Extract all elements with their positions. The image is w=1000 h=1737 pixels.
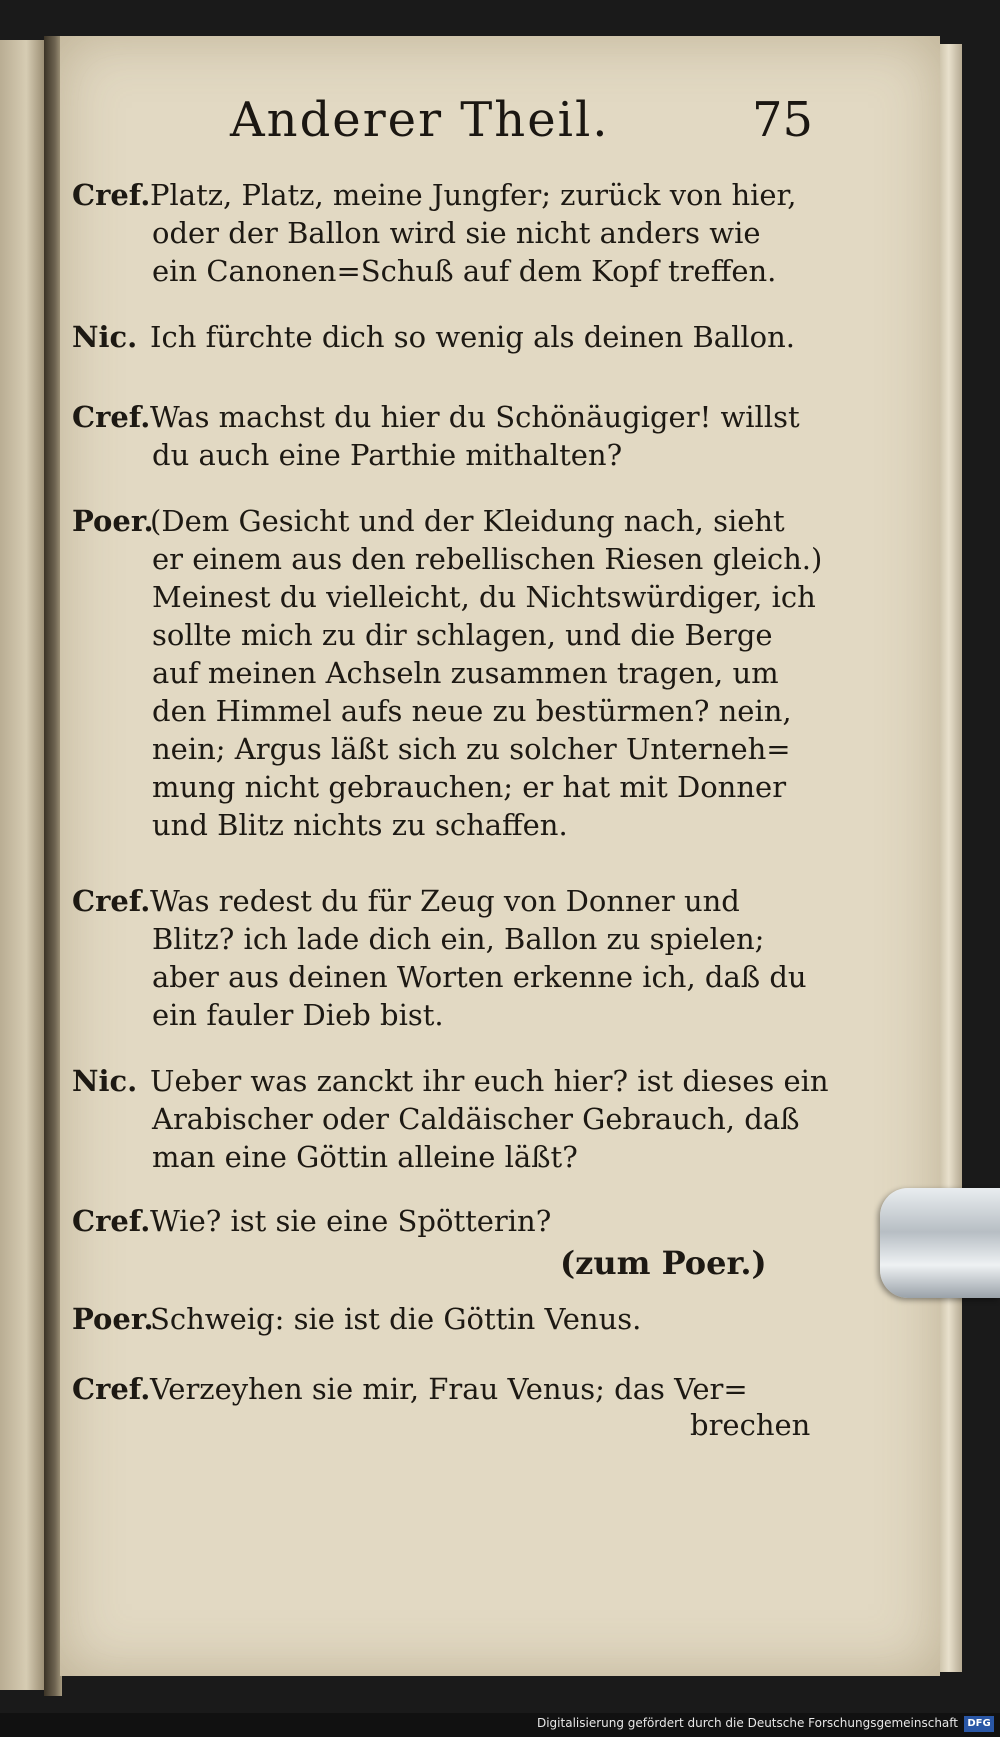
speech-block [72, 1370, 800, 1408]
speech-line: du auch eine Parthie mithalten? [152, 438, 623, 472]
speech-line: Ueber was zanckt ihr euch hier? ist dieses ein [150, 1064, 829, 1098]
speech-block [72, 318, 800, 356]
speech-line: (Dem Gesicht und der Kleidung nach, sieht [150, 504, 785, 538]
speech-line: Ich fürchte dich so wenig als deinen Ballon. [150, 320, 795, 354]
footer-bar [0, 1713, 1000, 1737]
speech-line: Was redest du für Zeug von Donner und [150, 884, 740, 918]
page-stack-edge [940, 44, 962, 1672]
speaker-name: Poer. [72, 504, 154, 538]
speech-line: Arabischer oder Caldäischer Gebrauch, daß [152, 1102, 800, 1136]
speech-line: aber aus deinen Worten erkenne ich, daß du [152, 960, 807, 994]
speech-line: Verzeyhen sie mir, Frau Venus; das Ver= [150, 1372, 748, 1406]
speech-line: ein fauler Dieb bist. [152, 998, 444, 1032]
speaker-name: Cref. [72, 178, 151, 212]
speaker-name: Cref. [72, 1204, 151, 1238]
speech-line: den Himmel aufs neue zu bestürmen? nein, [152, 694, 792, 728]
running-head: Anderer Theil. [230, 92, 610, 148]
speech-line: nein; Argus läßt sich zu solcher Unterneh= [152, 732, 791, 766]
speech-line: er einem aus den rebellischen Riesen gleich.) [152, 542, 823, 576]
speech-block [72, 882, 807, 1034]
stage-direction: (zum Poer.) [560, 1244, 767, 1282]
speech-line: Schweig: sie ist die Göttin Venus. [150, 1302, 642, 1336]
speech-line: Was machst du hier du Schönäugiger! willst [150, 400, 800, 434]
speech-line: sollte mich zu dir schlagen, und die Berge [152, 618, 773, 652]
speaker-name: Cref. [72, 400, 151, 434]
speech-line: oder der Ballon wird sie nicht anders wie [152, 216, 761, 250]
speech-line: ein Canonen=Schuß auf dem Kopf treffen. [152, 254, 777, 288]
speech-line: Blitz? ich lade dich ein, Ballon zu spielen; [152, 922, 765, 956]
speech-block [72, 398, 800, 474]
previous-page-edge [0, 40, 44, 1690]
speech-block [72, 1202, 800, 1240]
funding-credit: Digitalisierung gefördert durch die Deutsche Forschungsgemeinschaft [536, 1716, 958, 1730]
speaker-name: Cref. [72, 1372, 151, 1406]
page-number: 75 [752, 92, 814, 148]
speaker-name: Cref. [72, 884, 151, 918]
catchword: brechen [690, 1408, 811, 1442]
speech-line: Platz, Platz, meine Jungfer; zurück von hier, [150, 178, 797, 212]
speech-line: mung nicht gebrauchen; er hat mit Donner [152, 770, 787, 804]
page-header [230, 92, 814, 156]
speech-block [72, 176, 800, 290]
speaker-name: Nic. [72, 320, 138, 354]
speech-line: Meinest du vielleicht, du Nichtswürdiger, ich [152, 580, 816, 614]
speech-block [72, 502, 823, 844]
speaker-name: Nic. [72, 1064, 138, 1098]
speech-block [72, 1300, 800, 1338]
speaker-name: Poer. [72, 1302, 154, 1336]
speech-line: und Blitz nichts zu schaffen. [152, 808, 568, 842]
speech-line: auf meinen Achseln zusammen tragen, um [152, 656, 779, 690]
dfg-logo: DFG [964, 1716, 994, 1732]
speech-block [72, 1062, 829, 1176]
page-clip [880, 1188, 1000, 1298]
speech-line: Wie? ist sie eine Spötterin? [150, 1204, 552, 1238]
speech-line: man eine Göttin alleine läßt? [152, 1140, 578, 1174]
